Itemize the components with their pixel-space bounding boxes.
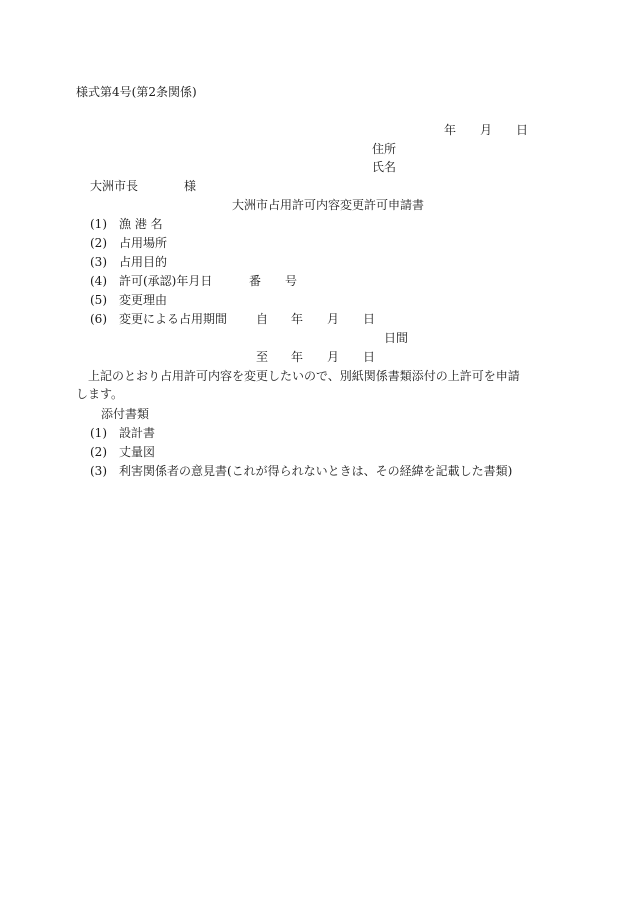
date-year-label: 年 [444,123,457,137]
attachment-number: (2) [90,445,107,459]
item-number: (3) [90,255,107,269]
attachments-heading: 添付書類 [101,407,150,421]
item-label: 漁 港 名 [119,217,163,231]
applicant-address-label: 住所 [372,142,397,156]
item-label: 変更による占用期間 [119,312,228,326]
item-number: (1) [90,217,107,231]
document-title: 大洲市占用許可内容変更許可申請書 [232,198,425,212]
item-label: 占用目的 [119,255,168,269]
item-number: (6) [90,312,107,326]
period-from-day-label: 日 [363,312,376,326]
permit-number-ban-label: 番 [249,274,262,288]
attachment-label: 丈量図 [119,445,156,459]
date-day-label: 日 [516,123,529,137]
item-label: 占用場所 [119,236,168,250]
period-from-label: 自 [256,312,269,326]
period-to-year-label: 年 [291,350,304,364]
period-to-label: 至 [256,350,269,364]
addressee-honorific: 様 [184,179,197,193]
period-from-year-label: 年 [291,312,304,326]
period-days-label: 日間 [384,331,409,345]
item-label: 変更理由 [119,293,168,307]
item-number: (5) [90,293,107,307]
item-number: (2) [90,236,107,250]
attachment-number: (1) [90,426,107,440]
attachment-label: 設計書 [119,426,156,440]
period-from-month-label: 月 [327,312,340,326]
form-number-label: 様式第4号(第2条関係) [76,85,197,99]
item-label: 許可(承認)年月日 [119,274,213,288]
date-month-label: 月 [480,123,493,137]
attachment-number: (3) [90,464,107,478]
period-to-month-label: 月 [327,350,340,364]
period-to-day-label: 日 [363,350,376,364]
item-number: (4) [90,274,107,288]
permit-number-go-label: 号 [285,274,298,288]
statement-paragraph: 上記のとおり占用許可内容を変更したいので、別紙関係書類添付の上許可を申請します。 [76,369,520,401]
applicant-name-label: 氏名 [372,160,397,174]
attachment-label: 利害関係者の意見書(これが得られないときは、その経緯を記載した書類) [119,464,513,478]
addressee-name: 大洲市長 [90,179,139,193]
